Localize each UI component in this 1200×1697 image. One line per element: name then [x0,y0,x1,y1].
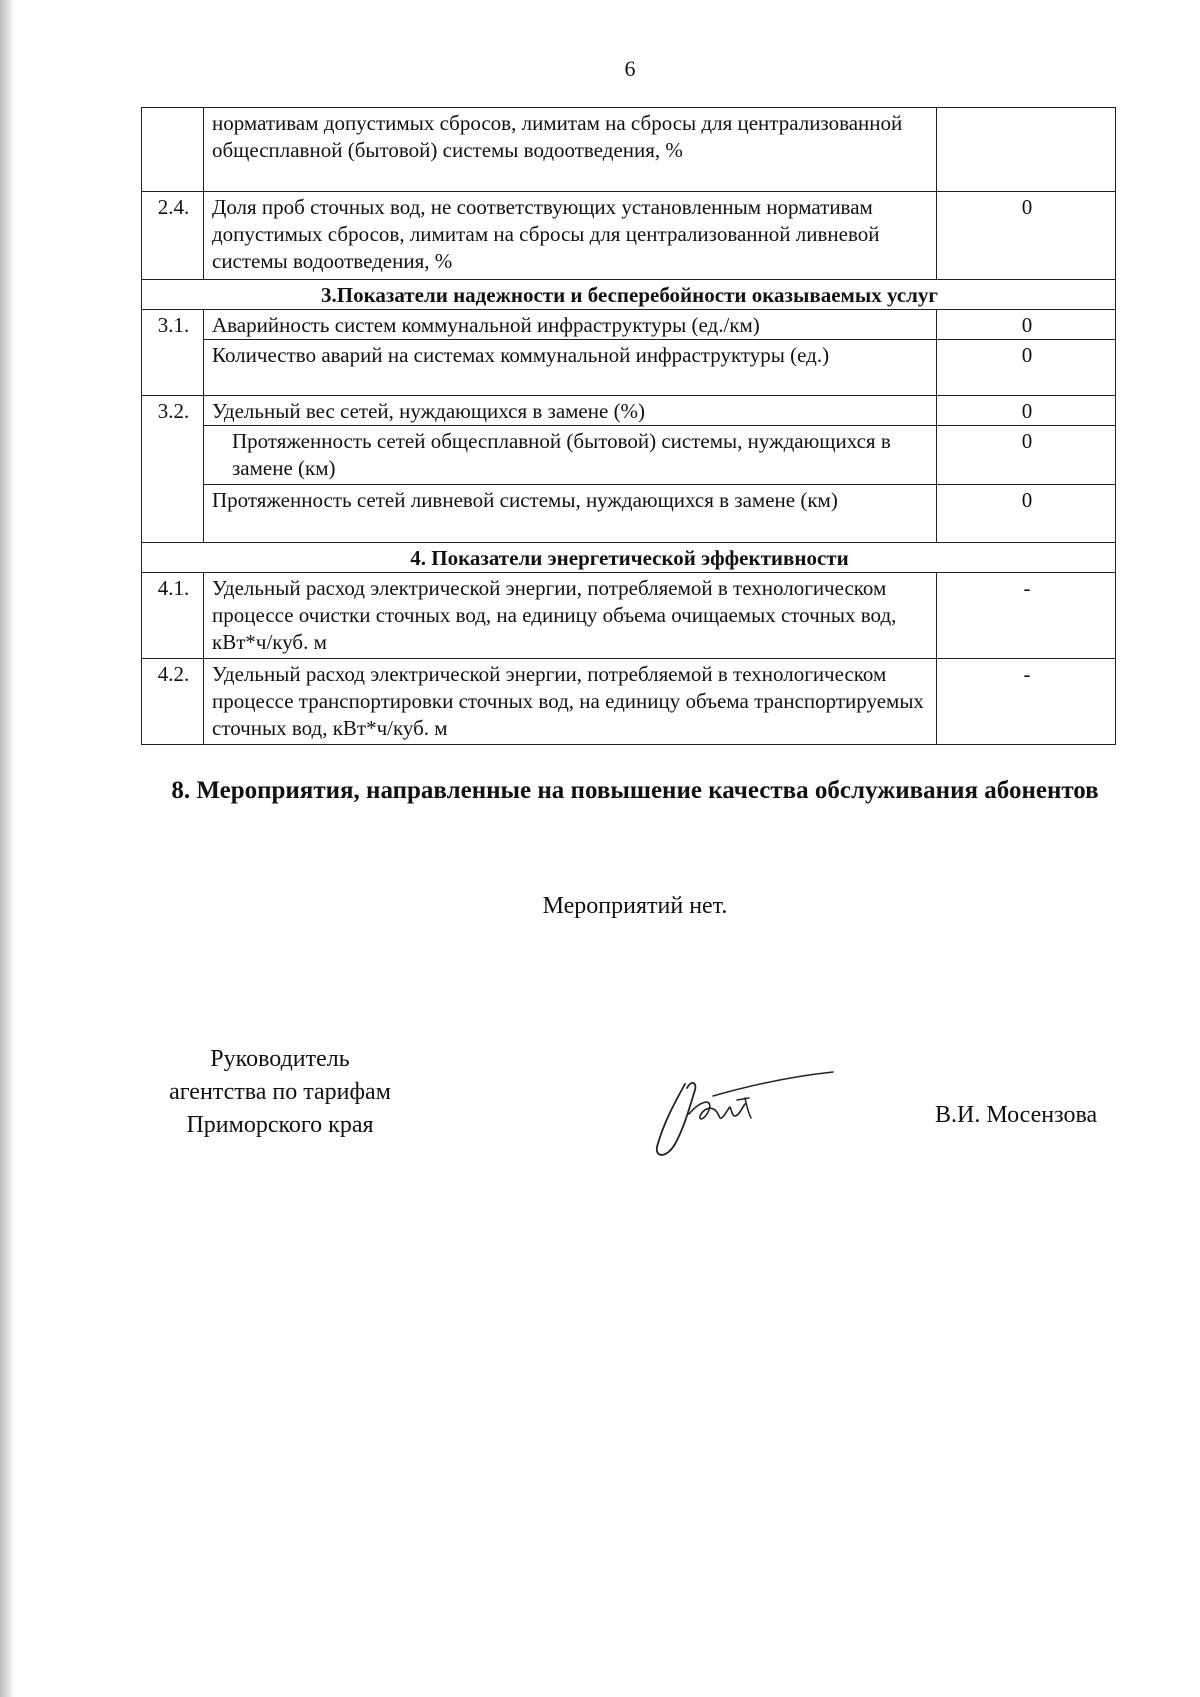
indicator-name: Аварийность систем коммунальной инфраструктуры (ед./км) [204,310,937,340]
signer-title [130,1043,430,1142]
indicator-name: Удельный вес сетей, нуждающихся в замене (%) [204,396,937,426]
row-number: 2.4. [142,192,204,280]
table-row-2-4 [142,192,1116,280]
indicator-value: 0 [937,396,1116,426]
indicator-name: Удельный расход электрической энергии, потребляемой в технологическом процессе очистки сточных вод, на единицу объема очищаемых сточных вод, кВт*ч/куб. м [204,573,937,659]
row-number: 3.1. [142,310,204,396]
indicator-name: Удельный расход электрической энергии, потребляемой в технологическом процессе транспортировки сточных вод, на единицу объема транспортируемых сточных вод, кВт*ч/куб. м [204,659,937,745]
page-number: 6 [624,56,636,81]
row-number: 3.2. [142,396,204,543]
signer-title-line-1: Руководитель [210,1046,350,1072]
section-title-4: 4. Показатели энергетической эффективности [142,543,1116,573]
indicators-table [141,107,1116,745]
section-header-3 [142,280,1116,310]
indicator-value: - [937,573,1116,659]
section-8-text: Мероприятий нет. [542,893,728,919]
row-number: 4.2. [142,659,204,745]
indicator-name: Доля проб сточных вод, не соответствующих установленным нормативам допустимых сбросов, лимитам на сбросы для централизованной ливневой системы водоотведения, % [204,192,937,280]
section-title-3: 3.Показатели надежности и бесперебойности оказываемых услуг [142,280,1116,310]
table-row-continued [142,108,1116,192]
indicator-value: 0 [937,310,1116,340]
indicator-name: Количество аварий на системах коммунальной инфраструктуры (ед.) [204,340,937,396]
indicator-value [937,108,1116,192]
section-header-4 [142,543,1116,573]
indicator-value: 0 [937,192,1116,280]
row-number-cell [142,108,204,192]
signer-title-line-3: Приморского края [186,1112,374,1138]
table-row-3-2-sub-2 [142,485,1116,543]
indicator-value: 0 [937,426,1116,485]
section-8-heading: 8. Мероприятия, направленные на повышение качества обслуживания абонентов [171,777,1099,804]
table-row-4-1 [142,573,1116,659]
table-row-3-1-sub [142,340,1116,396]
indicator-value: 0 [937,340,1116,396]
signer-name: В.И. Мосензова [935,1102,1098,1128]
indicator-value: 0 [937,485,1116,543]
table-row-3-1 [142,310,1116,340]
table-row-3-2-sub-1 [142,426,1116,485]
indicator-value: - [937,659,1116,745]
indicator-name: Протяженность сетей общесплавной (бытовой) системы, нуждающихся в замене (км) [204,426,937,485]
indicator-name: нормативам допустимых сбросов, лимитам на сбросы для централизованной общесплавной (бытовой) системы водоотведения, % [204,108,937,192]
signer-title-line-2: агентства по тарифам [169,1079,391,1105]
table-row-4-2 [142,659,1116,745]
handwritten-signature [645,1062,845,1172]
scan-edge-shadow [0,0,14,1697]
indicator-name: Протяженность сетей ливневой системы, нуждающихся в замене (км) [204,485,937,543]
row-number: 4.1. [142,573,204,659]
table-row-3-2 [142,396,1116,426]
